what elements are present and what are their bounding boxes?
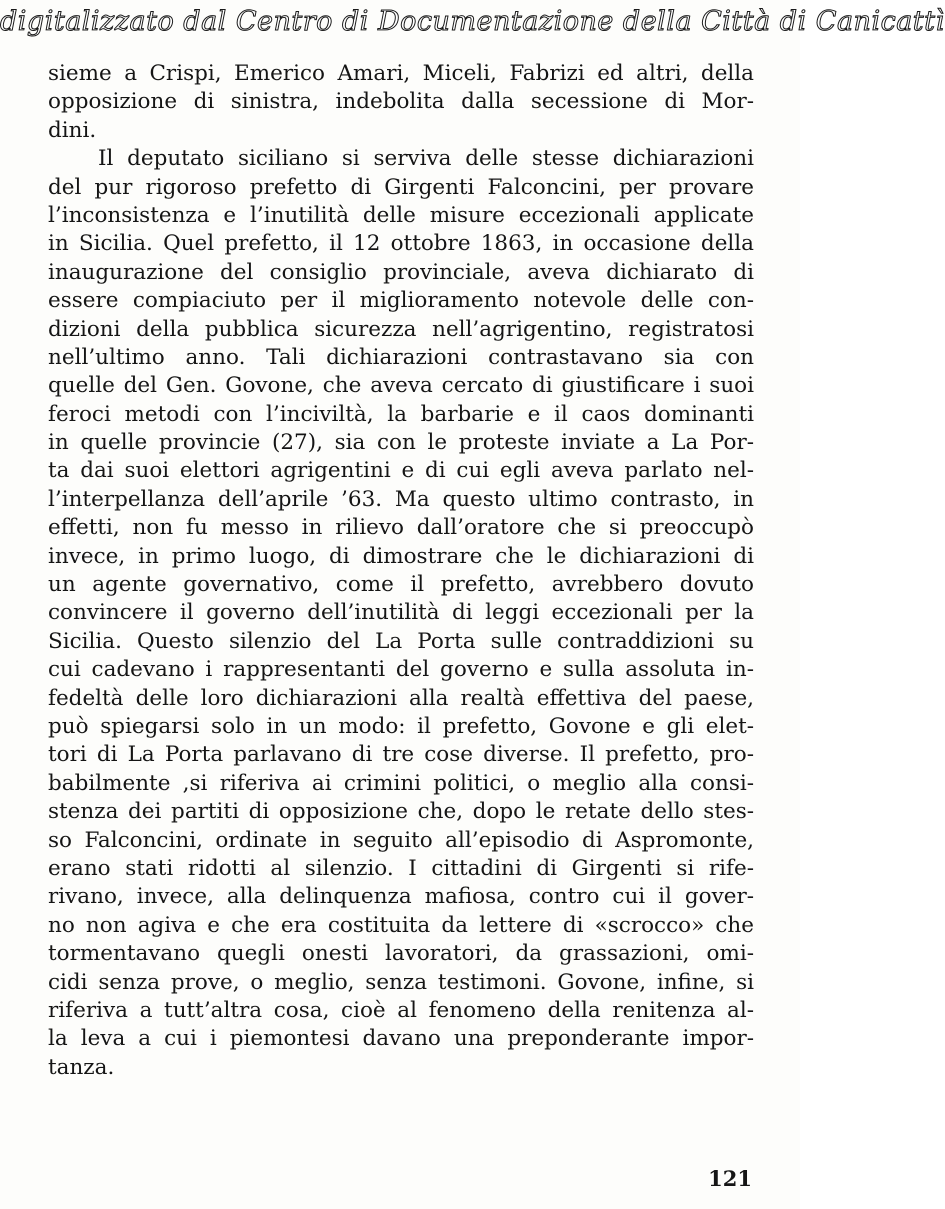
text-line: la leva a cui i piemontesi davano una preponderante impor- xyxy=(48,1026,754,1052)
text-line: dizioni della pubblica sicurezza nell’agrigentino, registratosi xyxy=(48,316,754,342)
text-line: può spiegarsi solo in un modo: il prefetto, Govone e gli elet- xyxy=(48,713,754,739)
paragraph-1 xyxy=(48,60,754,145)
text-line: tormentavano quegli onesti lavoratori, da grassazioni, omi- xyxy=(48,941,754,967)
text-line: un agente governativo, come il prefetto, avrebbero dovuto xyxy=(48,572,754,598)
text-line: tanza. xyxy=(48,1054,115,1080)
text-line: in Sicilia. Quel prefetto, il 12 ottobre 1863, in occasione della xyxy=(48,231,754,257)
text-line: Sicilia. Questo silenzio del La Porta sulle contraddizioni su xyxy=(48,628,754,654)
page-number: 121 xyxy=(708,1166,752,1191)
text-line: dini. xyxy=(48,117,97,143)
text-line: effetti, non fu messo in rilievo dall’oratore che si preoccupò xyxy=(48,515,754,541)
text-line: essere compiaciuto per il miglioramento notevole delle con- xyxy=(48,288,754,314)
text-line: in quelle provincie (27), sia con le proteste inviate a La Por- xyxy=(48,430,754,456)
text-line: babilmente ,si riferiva ai crimini politici, o meglio alla consi- xyxy=(48,770,754,796)
text-line: sieme a Crispi, Emerico Amari, Miceli, Fabrizi ed altri, della xyxy=(48,61,754,86)
text-line: inaugurazione del consiglio provinciale, aveva dichiarato di xyxy=(48,259,754,285)
text-line: cui cadevano i rappresentanti del governo e sulla assoluta in- xyxy=(48,657,754,683)
text-line: quelle del Gen. Govone, che aveva cercato di giustificare i suoi xyxy=(48,373,754,399)
text-line: del pur rigoroso prefetto di Girgenti Falconcini, per provare xyxy=(48,174,754,200)
text-line: no non agiva e che era costituita da lettere di «scrocco» che xyxy=(48,912,754,938)
text-line: Il deputato siciliano si serviva delle stesse dichiarazioni xyxy=(98,146,754,172)
text-line: convincere il governo dell’inutilità di leggi eccezionali per la xyxy=(48,600,754,626)
text-line: opposizione di sinistra, indebolita dalla secessione di Mor- xyxy=(48,89,754,115)
text-line: rivano, invece, alla delinquenza mafiosa, contro cui il gover- xyxy=(48,884,754,910)
text-line: l’inconsistenza e l’inutilità delle misure eccezionali applicate xyxy=(48,202,754,228)
text-line: erano stati ridotti al silenzio. I cittadini di Girgenti si rife- xyxy=(48,855,754,881)
text-line: tori di La Porta parlavano di tre cose diverse. Il prefetto, pro- xyxy=(48,742,754,768)
text-line: nell’ultimo anno. Tali dichiarazioni contrastavano sia con xyxy=(48,344,754,370)
watermark-header: digitalizzato dal Centro di Documentazione della Città di Canicattì xyxy=(0,6,945,37)
text-line: invece, in primo luogo, di dimostrare che le dichiarazioni di xyxy=(48,543,754,569)
body-text xyxy=(48,60,754,1082)
text-line: l’interpellanza dell’aprile ’63. Ma questo ultimo contrasto, in xyxy=(48,486,754,512)
text-line: fedeltà delle loro dichiarazioni alla realtà effettiva del paese, xyxy=(48,685,754,711)
text-line: ta dai suoi elettori agrigentini e di cui egli aveva parlato nel- xyxy=(48,458,754,484)
paragraph-2 xyxy=(48,145,754,1082)
text-line: cidi senza prove, o meglio, senza testimoni. Govone, infine, si xyxy=(48,969,754,995)
text-line: feroci metodi con l’inciviltà, la barbarie e il caos dominanti xyxy=(48,401,754,427)
text-line: so Falconcini, ordinate in seguito all’episodio di Aspromonte, xyxy=(48,827,754,853)
text-line: riferiva a tutt’altra cosa, cioè al fenomeno della renitenza al- xyxy=(48,997,754,1023)
text-line: stenza dei partiti di opposizione che, dopo le retate dello stes- xyxy=(48,799,754,825)
